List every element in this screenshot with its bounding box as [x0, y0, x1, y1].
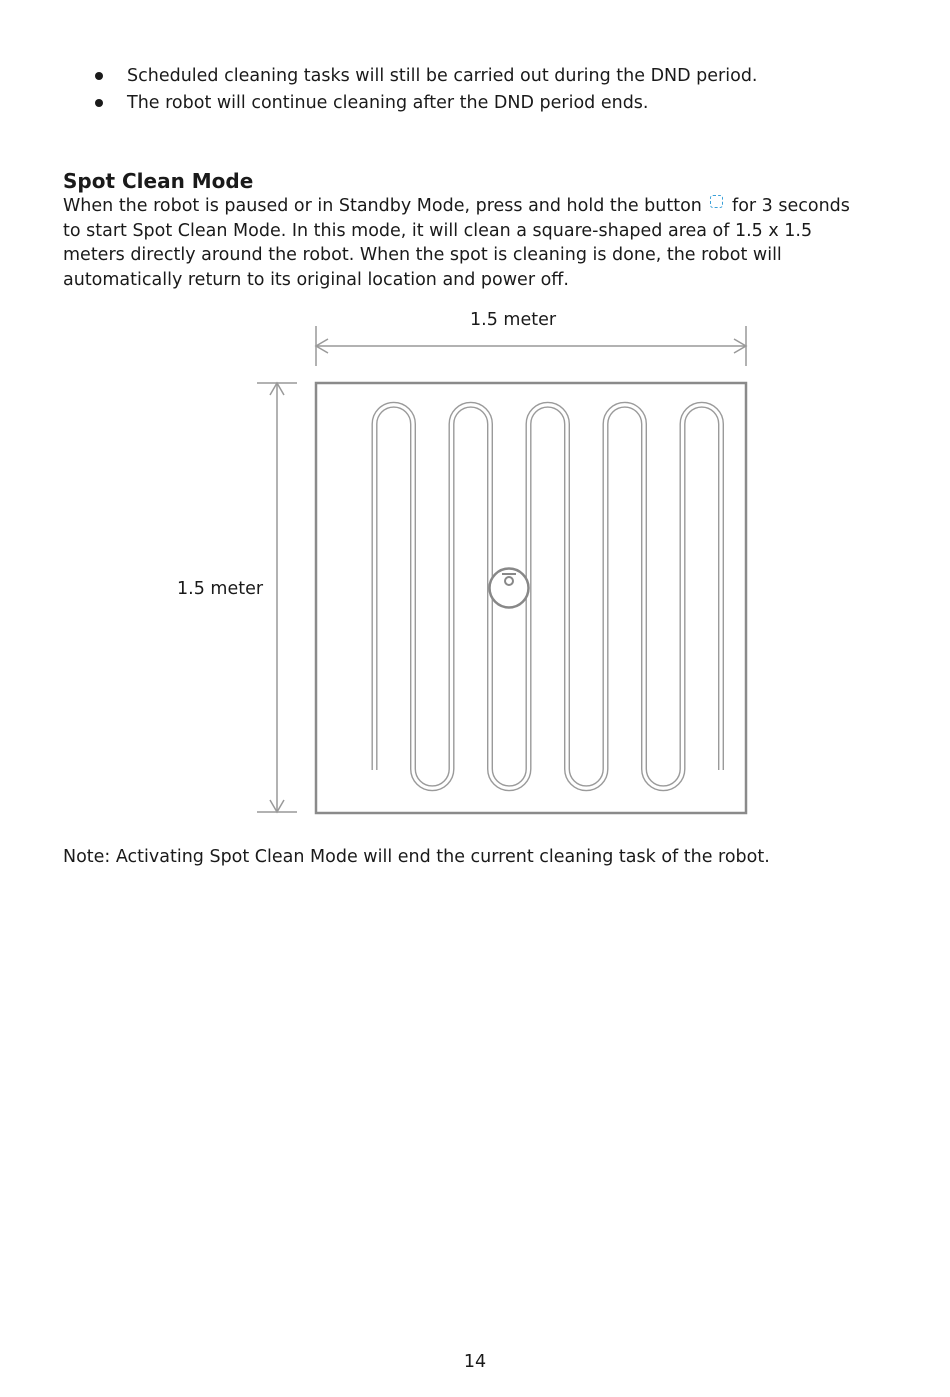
width-dimension-arrow: [316, 326, 746, 366]
note-text: Note: Activating Spot Clean Mode will end the current cleaning task of the robot.: [63, 847, 770, 867]
section-heading: Spot Clean Mode: [63, 169, 254, 193]
cleaning-path: [375, 405, 722, 789]
bullet-text: The robot will continue cleaning after the DND period ends.: [127, 93, 649, 113]
paragraph-text: When the robot is paused or in Standby Mode, press and hold the button: [63, 196, 702, 216]
height-label: 1.5 meter: [177, 579, 264, 599]
bullet-text: Scheduled cleaning tasks will still be carried out during the DND period.: [127, 66, 758, 86]
cleaning-path-inner: [375, 405, 722, 789]
width-label: 1.5 meter: [470, 310, 557, 330]
paragraph-line: meters directly around the robot. When the spot is cleaning is done, the robot will: [63, 245, 782, 265]
robot-vacuum-icon: [490, 569, 529, 608]
page-number: 14: [463, 1352, 487, 1372]
paragraph-line: automatically return to its original location and power off.: [63, 269, 569, 290]
paragraph-line: to start Spot Clean Mode. In this mode, it will clean a square-shaped area of 1.5 x 1.5: [63, 220, 813, 241]
paragraph-text: for 3 seconds: [732, 196, 850, 216]
